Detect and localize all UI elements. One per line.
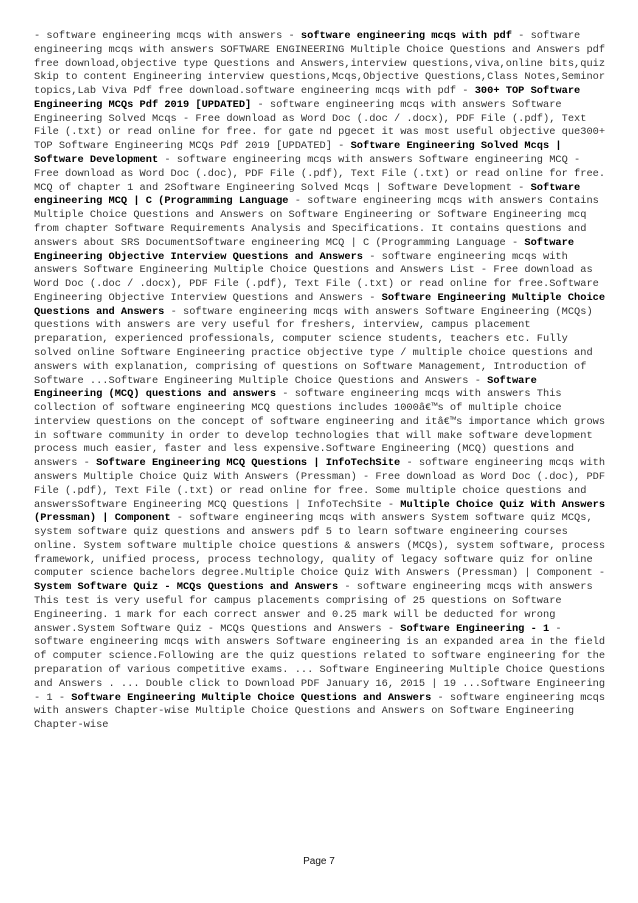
result-title: Multiple Choice Quiz With Answers (Pressman) | Component <box>34 498 606 525</box>
result-snippet: - software engineering mcqs with answers System software quiz MCQs, system software quiz questions and answers pdf 5 to learn software engineering courses online. System software multiple choice questions & answers (MCQs), system software, process framework, unified process, process technology, quality of legacy software quiz for online computer science bachelors degree.Multiple Choice Quiz With Answers (Pressman) | Component - <box>34 512 606 580</box>
result-title: software engineering mcqs with pdf <box>300 30 512 42</box>
result-snippet: - software engineering mcqs with answers Contains Multiple Choice Questions and Answers on Software Engineering or Software Engineering mcq from chapter Software Requirements Analysis and Specifications. It contains questions and answers about SRS DocumentSoftware engineering MCQ | C (Programming Language - <box>34 195 599 249</box>
result-title: Software engineering MCQ | C (Programming Language <box>34 181 581 208</box>
result-title: Software Engineering Multiple Choice Questions and Answers <box>71 691 432 704</box>
result-title: Software Engineering - 1 <box>400 622 550 635</box>
page-number: Page 7 <box>303 856 335 867</box>
result-snippet: - software engineering mcqs with answers Software Engineering (MCQs) questions with answers are very useful for freshers, interview, campus placement preparation, experienced professionals, computer science students, teachers etc. Fully solved online Software Engineering practice objective type / multiple choice questions and answers with explanation, comprising of questions on Software Management, Introduction of Software ...Software Engineering Multiple Choice Questions and Answers - <box>34 305 593 387</box>
result-title: Software Engineering Objective Interview Questions and Answers <box>34 236 575 263</box>
result-snippet: - software engineering mcqs with answers - <box>34 30 301 42</box>
result-snippet: - software engineering mcqs with answers Software Engineering Solved Mcqs - Free download as Word Doc (.doc / .docx), PDF File (.pdf), Text File (.txt) or read online for free. for gate nd pgecet it was most useful objective que300+ TOP Software Engineering MCQs Pdf 2019 [UPDATED] - <box>34 98 606 153</box>
result-snippet: - software engineering mcqs with answers This collection of software engineering MCQ questions includes 1000â€™s of multiple choice interview questions on the concept of software engineering and itâ€™s importance which grows in software community in order to develop technologies that will make software development process much easier, faster and less expensive.Software Engineering (MCQ) questions and answers - <box>34 388 606 470</box>
result-snippet: - software engineering mcqs with answers Software Engineering Multiple Choice Questions and Answers List - Free download as Word Doc (.doc / .docx), PDF File (.pdf), Text File (.txt) or read online for free.Software Engineering Objective Interview Questions and Answers - <box>34 250 599 304</box>
result-snippet: - software engineering mcqs with answers This test is very useful for campus placements comprising of 25 questions on Software Engineering. 1 mark for each correct answer and 0.25 mark will be deducted for wrong answer.System Software Quiz - MCQs Questions and Answers - <box>34 581 593 635</box>
result-title: Software Engineering MCQ Questions | InfoTechSite <box>96 457 401 470</box>
result-snippet: - software engineering mcqs with answers Chapter-wise Multiple Choice Questions and Answers on Software Engineering Chapter-wise <box>34 691 606 732</box>
result-snippet: - software engineering mcqs with answers SOFTWARE ENGINEERING Multiple Choice Questions and Answers pdf free download,objective type Questions and Answers,interview questions,viva,online bits,quiz Skip to content Engineering interview questions,Mcqs,Objective Questions,Class Notes,Seminor topics,Lab Viva Pdf free download.software engineering mcqs with pdf - <box>34 30 606 98</box>
result-snippet: - software engineering mcqs with answers Multiple Choice Quiz With Answers (Pressman) - Free download as Word Doc (.doc), PDF File (.pdf), Text File (.txt) or read online for free. Some multiple choice questions and answersSoftware Engineering MCQ Questions | InfoTechSite - <box>34 457 606 511</box>
result-title: System Software Quiz - MCQs Questions and Answers <box>34 581 339 594</box>
result-snippet: - software engineering mcqs with answers Software engineering MCQ - Free download as Word Doc (.doc), PDF File (.pdf), Text File (.txt) or read online for free. MCQ of chapter 1 and 2Software Engineering Solved Mcqs | Software Development - <box>34 154 606 194</box>
result-title: Software Engineering Solved Mcqs | Software Development <box>34 140 562 167</box>
result-title: 300+ TOP Software Engineering MCQs Pdf 2019 [UPDATED] <box>34 85 581 111</box>
body-text <box>34 30 606 733</box>
result-title: Software Engineering Multiple Choice Questions and Answers <box>34 291 606 318</box>
result-snippet: - software engineering mcqs with answers Software engineering is an expanded area in the field of computer science.Following are the quiz questions related to software engineering for the preparation of various competitive exams. ... Software Engineering Multiple Choice Questions and Answers . ... Double click to Download PDF January 16, 2015 | 19 ...Software Engineering - 1 - <box>34 622 606 704</box>
result-title: Software Engineering (MCQ) questions and answers <box>34 374 537 401</box>
